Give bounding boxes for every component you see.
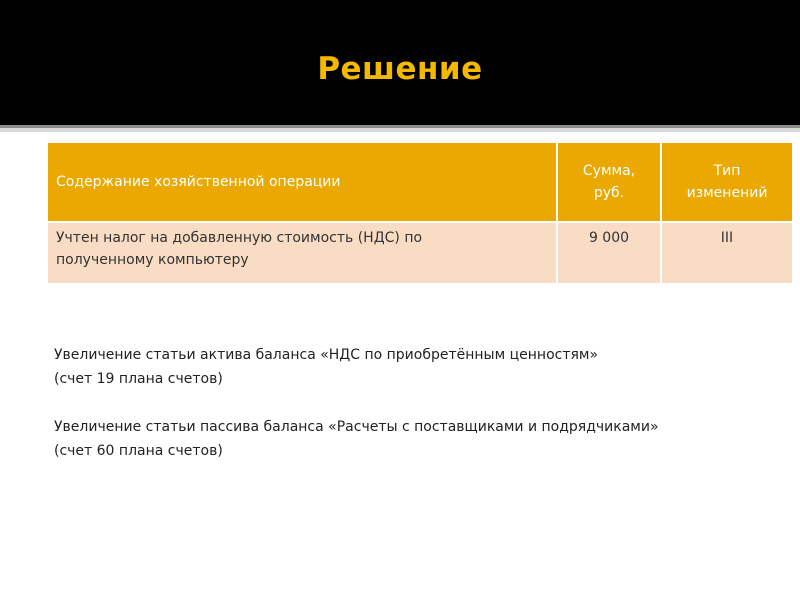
cell-description-line: полученному компьютеру [56,252,249,268]
operations-table [48,143,792,283]
column-header-amount: Сумма, руб. [557,143,661,222]
cell-description [48,222,557,283]
table-header-row [48,143,792,222]
header-divider-shadow [0,128,800,132]
liability-note-line: (счет 60 плана счетов) [54,443,223,459]
asset-note-line: Увеличение статьи актива баланса «НДС по приобретённым ценностям» [54,347,599,363]
cell-amount: 9 000 [557,222,661,283]
column-header-description: Содержание хозяйственной операции [48,143,557,222]
asset-note-line: (счет 19 плана счетов) [54,371,223,387]
liability-note-line: Увеличение статьи пассива баланса «Расчеты с поставщиками и подрядчиками» [54,419,659,435]
cell-description-line: Учтен налог на добавленную стоимость (НДС) по [56,230,423,246]
column-header-change-type: Тип изменений [661,143,792,222]
cell-change-type: III [661,222,792,283]
table-row [48,222,792,283]
slide-title: Решение [317,51,483,87]
